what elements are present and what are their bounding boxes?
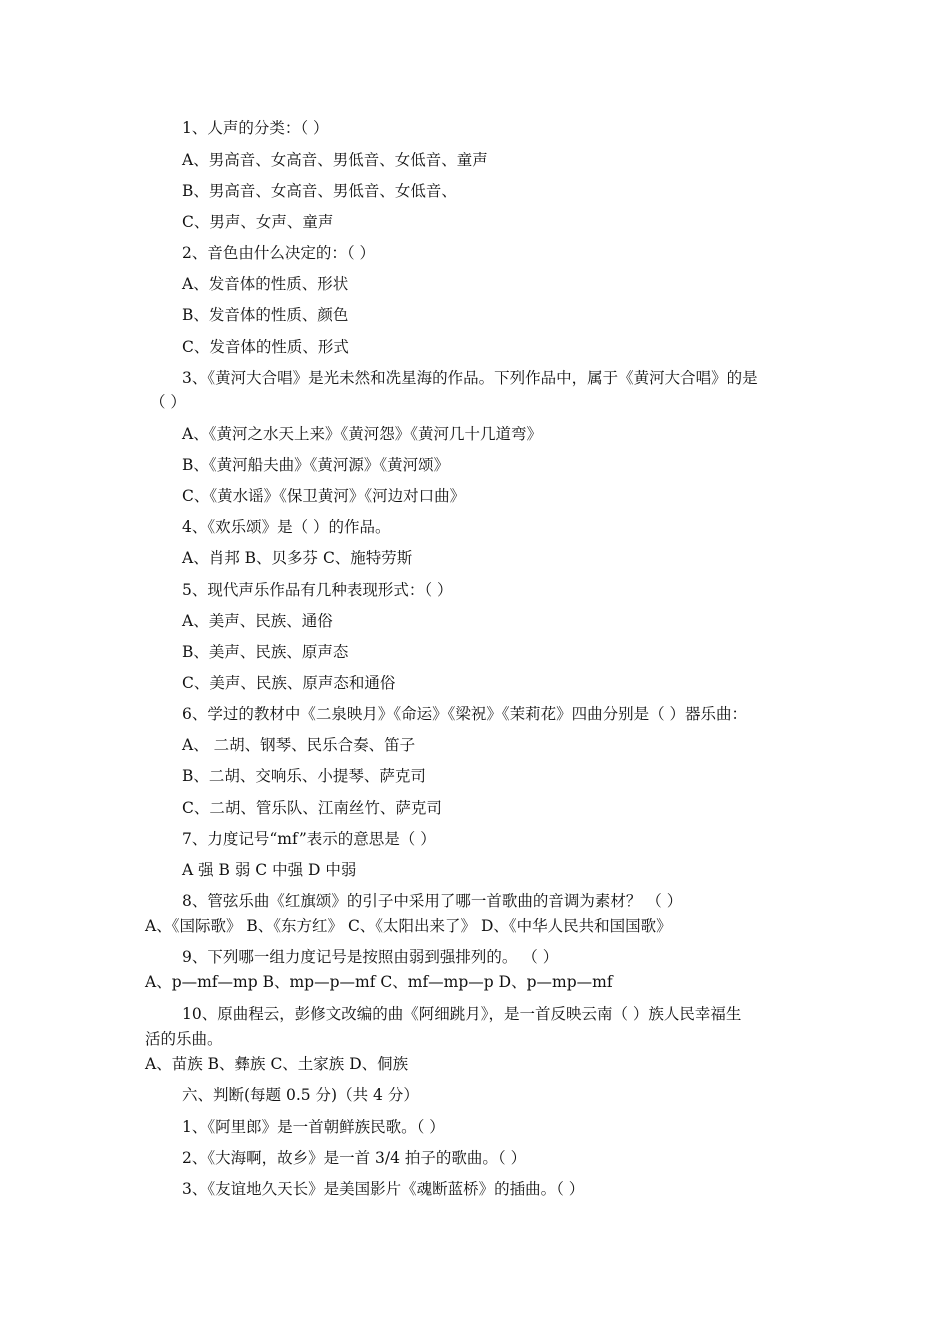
q5-option-a: A、美声、民族、通俗 [182,612,333,630]
q6-option-b: B、二胡、交响乐、小提琴、萨克司 [182,767,426,785]
q5-option-c: C、美声、民族、原声态和通俗 [182,674,396,692]
question-2: 2、音色由什么决定的：（ ） [182,244,376,262]
q7-options: A 强 B 弱 C 中强 D 中弱 [182,861,357,879]
question-5: 5、现代声乐作品有几种表现形式：（ ） [182,581,453,599]
q5-option-b: B、美声、民族、原声态 [182,643,349,661]
question-10: 10、原曲程云，彭修文改编的曲《阿细跳月》，是一首反映云南（ ）族人民幸福生 [182,1005,742,1023]
q3-option-b: B、《黄河船夫曲》《黄河源》《黄河颂》 [182,456,450,474]
question-10-continued: 活的乐曲。 [145,1030,223,1048]
q2-option-a: A、发音体的性质、形状 [182,275,349,293]
question-3-continued: （ ） [150,393,186,411]
q4-options: A、肖邦 B、贝多芬 C、施特劳斯 [182,549,413,567]
q1-option-c: C、男声、女声、童声 [182,213,334,231]
q6-option-c: C、二胡、管乐队、江南丝竹、萨克司 [182,799,442,817]
section-6-heading: 六、判断(每题 0.5 分)（共 4 分） [182,1086,419,1104]
question-8: 8、管弦乐曲《红旗颂》的引子中采用了哪一首歌曲的音调为素材？ （ ） [182,892,683,910]
q6-option-a: A、 二胡、钢琴、民乐合奏、笛子 [182,736,416,754]
judgement-2: 2、《大海啊，故乡》是一首 3/4 拍子的歌曲。（ ） [182,1149,527,1167]
question-6: 6、学过的教材中《二泉映月》《命运》《梁祝》《茉莉花》四曲分别是（ ）器乐曲： [182,705,748,723]
q1-option-a: A、男高音、女高音、男低音、女低音、童声 [182,151,488,169]
question-3: 3、《黄河大合唱》是光未然和冼星海的作品。下列作品中，属于《黄河大合唱》的是 [182,369,758,387]
q1-option-b: B、男高音、女高音、男低音、女低音、 [182,182,457,200]
judgement-1: 1、《阿里郎》是一首朝鲜族民歌。（ ） [182,1118,445,1136]
q8-options: A、《国际歌》 B、《东方红》 C、《太阳出来了》 D、《中华人民共和国国歌》 [145,917,672,935]
question-1: 1、人声的分类：（ ） [182,119,329,137]
q2-option-b: B、发音体的性质、颜色 [182,306,349,324]
q2-option-c: C、发音体的性质、形式 [182,338,349,356]
q3-option-c: C、《黄水谣》《保卫黄河》《河边对口曲》 [182,487,466,505]
question-9: 9、下列哪一组力度记号是按照由弱到强排列的。 （ ） [182,948,559,966]
q10-options: A、苗族 B、彝族 C、土家族 D、侗族 [145,1055,409,1073]
q9-options: A、p—mf—mp B、mp—p—mf C、mf—mp—p D、p—mp—mf [145,973,613,991]
judgement-3: 3、《友谊地久天长》是美国影片《魂断蓝桥》的插曲。（ ） [182,1180,585,1198]
question-4: 4、《欢乐颂》是（ ）的作品。 [182,518,391,536]
q3-option-a: A、《黄河之水天上来》《黄河怨》《黄河几十几道弯》 [182,425,542,443]
question-7: 7、力度记号“mf”表示的意思是（ ） [182,830,436,848]
